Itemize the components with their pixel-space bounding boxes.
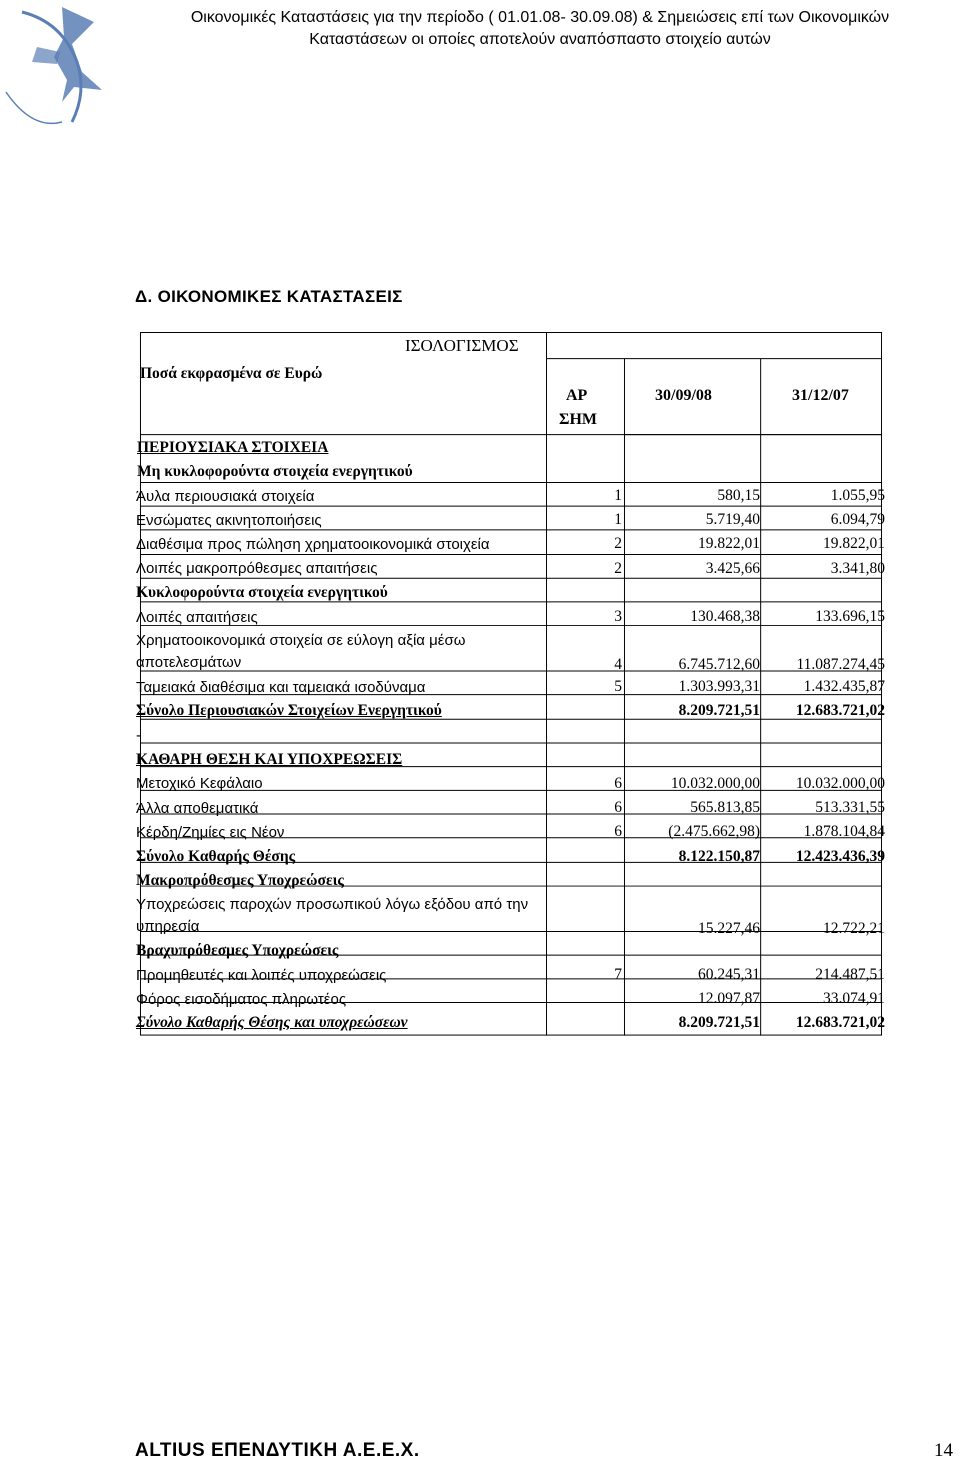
row-note [547,699,626,723]
row-note: 2 [614,535,622,553]
row-value-30-09-08 [626,748,764,772]
row-label: Υποχρεώσεις παροχών προσωπικού λόγω εξόδου από την υπηρεσία [136,895,529,935]
row-note [547,1011,626,1035]
row-note [547,987,626,1011]
table-row [135,748,887,772]
row-label: Κέρδη/Ζημίες εις Νέον [136,823,285,841]
row-value-30-09-08: 12.097,87 [698,990,760,1008]
section-title: Δ. ΟΙΚΟΝΟΜΙΚΕΣ ΚΑΤΑΣΤΑΣΕΙΣ [135,287,403,306]
row-value-30-09-08 [626,939,764,963]
row-label: Άυλα περιουσιακά στοιχεία [136,487,315,505]
row-label: Χρηματοοικονομικά στοιχεία σε εύλογη αξία μέσω αποτελεσμάτων [136,632,466,672]
row-note [547,724,626,748]
row-note: 5 [614,678,622,696]
row-note: 2 [614,559,622,577]
table-row [135,893,887,939]
table-row [135,796,887,820]
table-row [135,963,887,987]
row-value-30-09-08: 130.468,38 [690,608,760,626]
row-value-31-12-07: 1.432.435,87 [803,678,885,696]
row-label: Φόρος εισοδήματος πληρωτέος [136,990,347,1008]
row-label: Μακροπρόθεσμες Υποχρεώσεις [136,871,344,889]
row-label: Κυκλοφορούντα στοιχεία ενεργητικού [136,583,388,601]
balance-sheet-table [135,332,887,1036]
table-row [135,987,887,1011]
row-value-31-12-07: 133.696,15 [815,608,885,626]
row-label: - [136,727,141,745]
row-value-30-09-08 [626,581,764,605]
row-value-31-12-07: 1.878.104,84 [803,823,885,841]
row-value-31-12-07: 10.032.000,00 [795,774,885,792]
row-value-31-12-07: 12.722,21 [823,919,885,937]
row-value-31-12-07: 12.683.721,02 [795,1014,885,1032]
document-header [120,7,960,51]
company-logo [2,2,112,134]
row-value-31-12-07: 3.341,80 [830,559,885,577]
row-label: Προμηθευτές και λοιπές υποχρεώσεις [136,966,387,984]
row-note: 1 [614,487,622,505]
table-row [135,699,887,723]
row-label: Ενσώματες ακινητοποιήσεις [136,511,322,529]
col-header-30-09-08: 30/09/08 [655,387,712,404]
table-row [135,844,887,868]
col-header-31-12-07: 31/12/07 [792,387,849,404]
row-label: Άλλα αποθεματικά [136,799,259,817]
row-value-30-09-08: 580,15 [717,487,760,505]
row-value-31-12-07 [764,939,887,963]
table-row [135,508,887,532]
row-label: ΚΑΘΑΡΗ ΘΕΣΗ ΚΑΙ ΥΠΟΧΡΕΩΣΕΙΣ [136,750,403,768]
row-value-31-12-07: 19.822,01 [823,535,885,553]
table-body [135,484,887,1036]
assets-heading: ΠΕΡΙΟΥΣΙΑΚΑ ΣΤΟΙΧΕΙΑ [137,439,329,456]
table-row [135,675,887,699]
row-label: Σύνολο Καθαρής Θέσης και υποχρεώσεων [136,1014,408,1032]
row-value-31-12-07: 513.331,55 [815,799,885,817]
row-value-31-12-07: 11.087.274,45 [796,656,885,674]
header-line-1: Οικονομικές Καταστάσεις για την περίοδο ( 01.01.08- 30.09.08) & Σημειώσεις επί των Οικονομικών [190,9,890,26]
footer-company: ALTIUS ΕΠΕΝΔΥΤΙΚΗ Α.Ε.Ε.Χ. [135,1440,420,1461]
table-row [135,869,887,893]
row-note [547,844,626,868]
row-value-31-12-07: 6.094,79 [830,511,885,529]
row-note: 7 [614,966,622,984]
table-row [135,605,887,629]
row-value-31-12-07: 12.423.436,39 [795,847,885,865]
row-value-30-09-08: 6.745.712,60 [678,656,760,674]
row-value-30-09-08 [626,724,764,748]
table-title: ΙΣΟΛΟΓΙΣΜΟΣ [405,336,519,355]
row-value-30-09-08 [626,869,764,893]
table-row [135,820,887,844]
row-value-30-09-08: 565.813,85 [690,799,760,817]
row-value-31-12-07 [764,581,887,605]
row-label: Λοιπές απαιτήσεις [136,608,258,626]
table-row [135,724,887,748]
currency-note: Ποσά εκφρασμένα σε Ευρώ [140,365,323,382]
row-label: Ταμειακά διαθέσιμα και ταμειακά ισοδύναμα [136,678,426,696]
row-note: 6 [614,823,622,841]
row-label: Λοιπές μακροπρόθεσμες απαιτήσεις [136,560,378,578]
table-row [135,581,887,605]
row-note [547,581,626,605]
row-note: 4 [614,656,622,674]
table-row [135,939,887,963]
table-row [135,557,887,581]
page-number: 14 [934,1440,953,1461]
row-note: 3 [614,608,622,626]
row-value-30-09-08: 1.303.993,31 [678,678,760,696]
row-value-31-12-07: 12.683.721,02 [795,702,885,720]
row-label: Μετοχικό Κεφάλαιο [136,775,263,793]
row-value-30-09-08: 60.245,31 [698,966,760,984]
row-value-30-09-08: 19.822,01 [698,535,760,553]
row-value-31-12-07: 33.074,91 [823,990,885,1008]
row-value-31-12-07: 214.487,51 [815,966,885,984]
row-value-31-12-07 [764,869,887,893]
row-value-30-09-08: 10.032.000,00 [670,774,760,792]
row-note: 1 [614,511,622,529]
row-value-31-12-07: 1.055,95 [830,487,885,505]
note-header-sim: ΣΗΜ [559,411,598,428]
row-note: 6 [614,774,622,792]
row-note: 6 [614,799,622,817]
noncurrent-assets-heading: Μη κυκλοφορούντα στοιχεία ενεργητικού [137,463,413,480]
row-value-31-12-07 [764,748,887,772]
row-label: Διαθέσιμα προς πώληση χρηματοοικονομικά στοιχεία [136,535,490,553]
table-row [135,532,887,556]
row-note [547,748,626,772]
row-label: Σύνολο Καθαρής Θέσης [136,847,296,865]
table-row [135,1011,887,1035]
row-value-30-09-08: 8.209.721,51 [678,702,760,720]
row-label: Σύνολο Περιουσιακών Στοιχείων Ενεργητικού [136,702,442,720]
row-value-30-09-08: 8.122.150,87 [678,847,760,865]
row-label: Βραχυπρόθεσμες Υποχρεώσεις [136,941,339,959]
row-value-30-09-08: 15.227,46 [698,919,760,937]
row-note [547,893,626,939]
row-value-30-09-08: 8.209.721,51 [678,1014,760,1032]
table-row [135,629,887,675]
table-row [135,484,887,508]
header-line-2: Καταστάσεων οι οποίες αποτελούν αναπόσπαστο στοιχείο αυτών [309,31,771,48]
row-note [547,869,626,893]
table-row [135,772,887,796]
note-header-ar: ΑΡ [566,387,588,404]
row-value-31-12-07 [764,724,887,748]
row-value-30-09-08: (2.475.662,98) [668,823,760,841]
row-note [547,939,626,963]
row-value-30-09-08: 5.719,40 [705,511,760,529]
row-value-30-09-08: 3.425,66 [705,559,760,577]
